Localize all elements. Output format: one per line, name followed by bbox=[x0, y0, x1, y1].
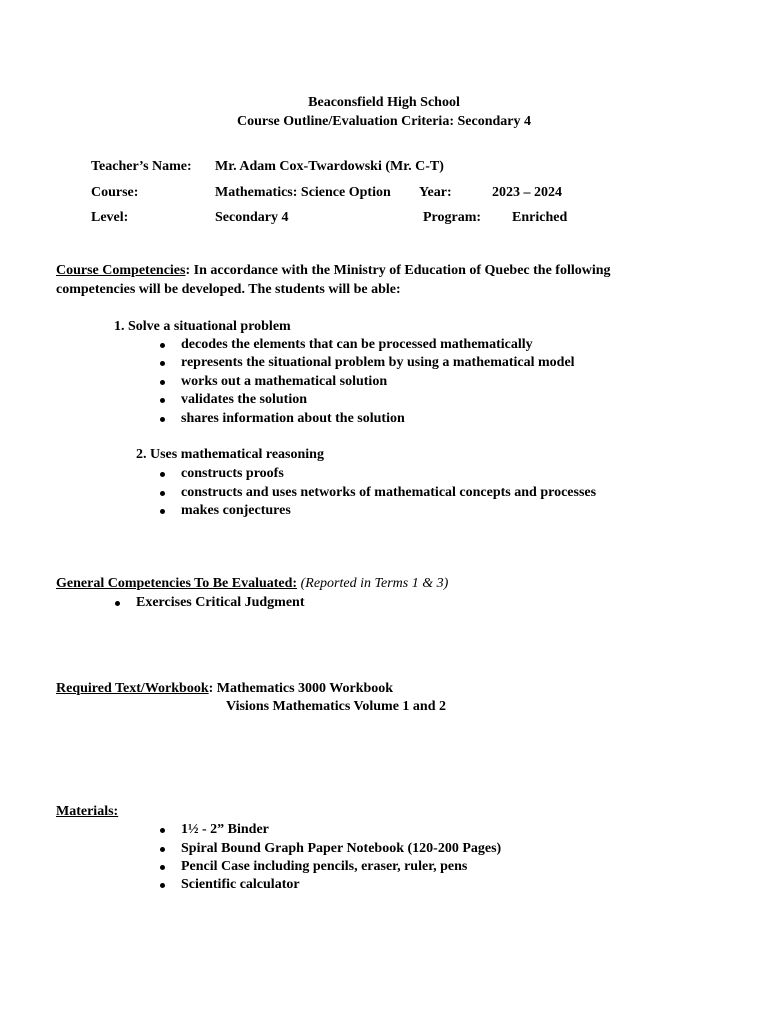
level-value: Secondary 4 bbox=[215, 210, 289, 225]
list-item: Scientific calculator bbox=[181, 877, 300, 892]
teacher-value: Mr. Adam Cox-Twardowski (Mr. C-T) bbox=[215, 159, 444, 174]
program-value: Enriched bbox=[512, 210, 568, 225]
list-item: 1½ - 2” Binder bbox=[181, 822, 269, 837]
level-label: Level: bbox=[91, 210, 129, 225]
general-competencies-note: (Reported in Terms 1 & 3) bbox=[300, 576, 449, 591]
list-item: works out a mathematical solution bbox=[181, 374, 388, 389]
materials-heading: Materials: bbox=[56, 804, 119, 819]
competencies-intro-line1: : In accordance with the Ministry of Education of Quebec the following bbox=[185, 263, 611, 278]
general-competencies-heading: General Competencies To Be Evaluated: bbox=[56, 576, 298, 591]
course-value: Mathematics: Science Option bbox=[215, 185, 391, 200]
list-item: shares information about the solution bbox=[181, 411, 405, 426]
general-competencies-line bbox=[56, 575, 448, 593]
required-text-line1: : Mathematics 3000 Workbook bbox=[208, 681, 394, 696]
course-label: Course: bbox=[91, 185, 139, 200]
year-value: 2023 – 2024 bbox=[492, 185, 562, 200]
competencies-intro-line2: competencies will be developed. The students will be able: bbox=[56, 282, 401, 297]
competency-2-title: 2. Uses mathematical reasoning bbox=[136, 447, 324, 462]
list-item: Exercises Critical Judgment bbox=[136, 595, 305, 610]
document-title: Course Outline/Evaluation Criteria: Secondary 4 bbox=[237, 114, 531, 129]
program-label: Program: bbox=[423, 210, 482, 225]
year-label: Year: bbox=[419, 185, 452, 200]
required-text-heading: Required Text/Workbook bbox=[56, 681, 209, 696]
course-competencies-intro bbox=[56, 262, 611, 280]
school-name: Beaconsfield High School bbox=[308, 95, 460, 110]
list-item: makes conjectures bbox=[181, 503, 291, 518]
course-competencies-heading: Course Competencies bbox=[56, 263, 186, 278]
list-item: Pencil Case including pencils, eraser, ruler, pens bbox=[181, 859, 468, 874]
list-item: represents the situational problem by using a mathematical model bbox=[181, 355, 575, 370]
list-item: validates the solution bbox=[181, 392, 308, 407]
competency-1-title: 1. Solve a situational problem bbox=[114, 319, 291, 334]
list-item: decodes the elements that can be processed mathematically bbox=[181, 337, 533, 352]
list-item: constructs proofs bbox=[181, 466, 284, 481]
teacher-label: Teacher’s Name: bbox=[91, 159, 192, 174]
required-text-line bbox=[56, 680, 393, 698]
list-item: constructs and uses networks of mathematical concepts and processes bbox=[181, 485, 597, 500]
required-text-line2: Visions Mathematics Volume 1 and 2 bbox=[226, 699, 447, 714]
list-item: Spiral Bound Graph Paper Notebook (120-200 Pages) bbox=[181, 841, 502, 856]
